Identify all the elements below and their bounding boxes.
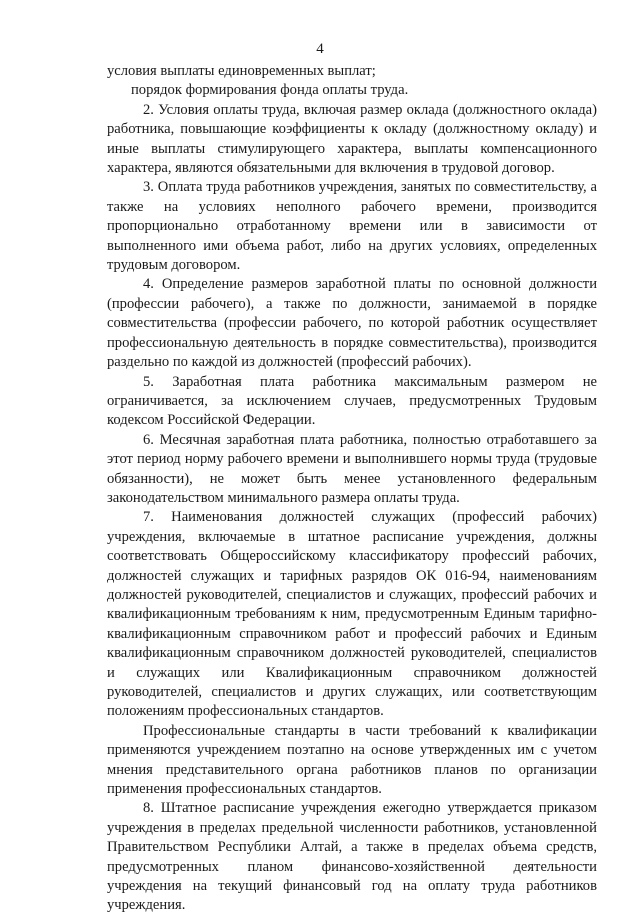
page-number: 4 bbox=[316, 41, 324, 57]
paragraph-item-3: 3. Оплата труда работников учреждения, занятых по совместительству, а также на условиях неполного рабочего времени, производится пропорционально отработанному времени или в зависимости от выполненного ими объема работ, либо на других условиях, определенных трудовым договором. bbox=[107, 179, 597, 274]
document-body bbox=[107, 62, 597, 916]
paragraph-item-7: 7. Наименования должностей служащих (профессий рабочих) учреждения, включаемые в штатное расписание учреждения, должны соответствовать Общероссийскому классификатору профессий рабочих, должностей служащих и тарифных разрядов ОК 016-94, наименованиям должностей руководителей, специалистов и служащих, профессий рабочих и квалификационным требованиям к ним, предусмотренным Единым тарифно-квалификационным справочником работ и профессий рабочих и Единым квалификационным справочником должностей руководителей, специалистов и служащих или Квалификационным справочником должностей руководителей, специалистов и других служащих, или соответствующим положениям профессиональных стандартов. bbox=[107, 509, 597, 720]
paragraph-item-4: 4. Определение размеров заработной платы по основной должности (профессии рабочего), а также по должности, занимаемой в порядке совместительства (профессии рабочего, по которой работник осуществляет профессиональную деятельность в порядке совместительства), производится раздельно по каждой из должностей (профессий рабочих). bbox=[107, 276, 597, 371]
paragraph-item-2: 2. Условия оплаты труда, включая размер оклада (должностного оклада) работника, повышающие коэффициенты к окладу (должностному окладу) и иные выплаты стимулирующего характера, выплаты компенсационного характера, являются обязательными для включения в трудовой договор. bbox=[107, 101, 597, 177]
paragraph-item-6: 6. Месячная заработная плата работника, полностью отработавшего за этот период норму рабочего времени и выполнившего нормы труда (трудовые обязанности), не может быть менее установленного федеральным законодательством минимального размера оплаты труда. bbox=[107, 431, 597, 506]
paragraph-one-time-payments: условия выплаты единовременных выплат; bbox=[107, 63, 376, 79]
paragraph-item-5: 5. Заработная плата работника максимальным размером не ограничивается, за исключением случаев, предусмотренных Трудовым кодексом Российской Федерации. bbox=[107, 373, 597, 429]
paragraph-item-8: 8. Штатное расписание учреждения ежегодно утверждается приказом учреждения в пределах предельной численности работников, установленной Правительством Республики Алтай, а также в пределах объема средств, предусмотренных планом финансово-хозяйственной деятельности учреждения на текущий финансовый год на оплату труда работников учреждения. bbox=[107, 800, 597, 914]
paragraph-professional-standards: Профессиональные стандарты в части требований к квалификации применяются учреждением поэтапно на основе утвержденных им с учетом мнения представительного органа работников планов по организации применения профессиональных стандартов. bbox=[107, 722, 597, 798]
paragraph-wage-fund: порядок формирования фонда оплаты труда. bbox=[131, 82, 409, 99]
